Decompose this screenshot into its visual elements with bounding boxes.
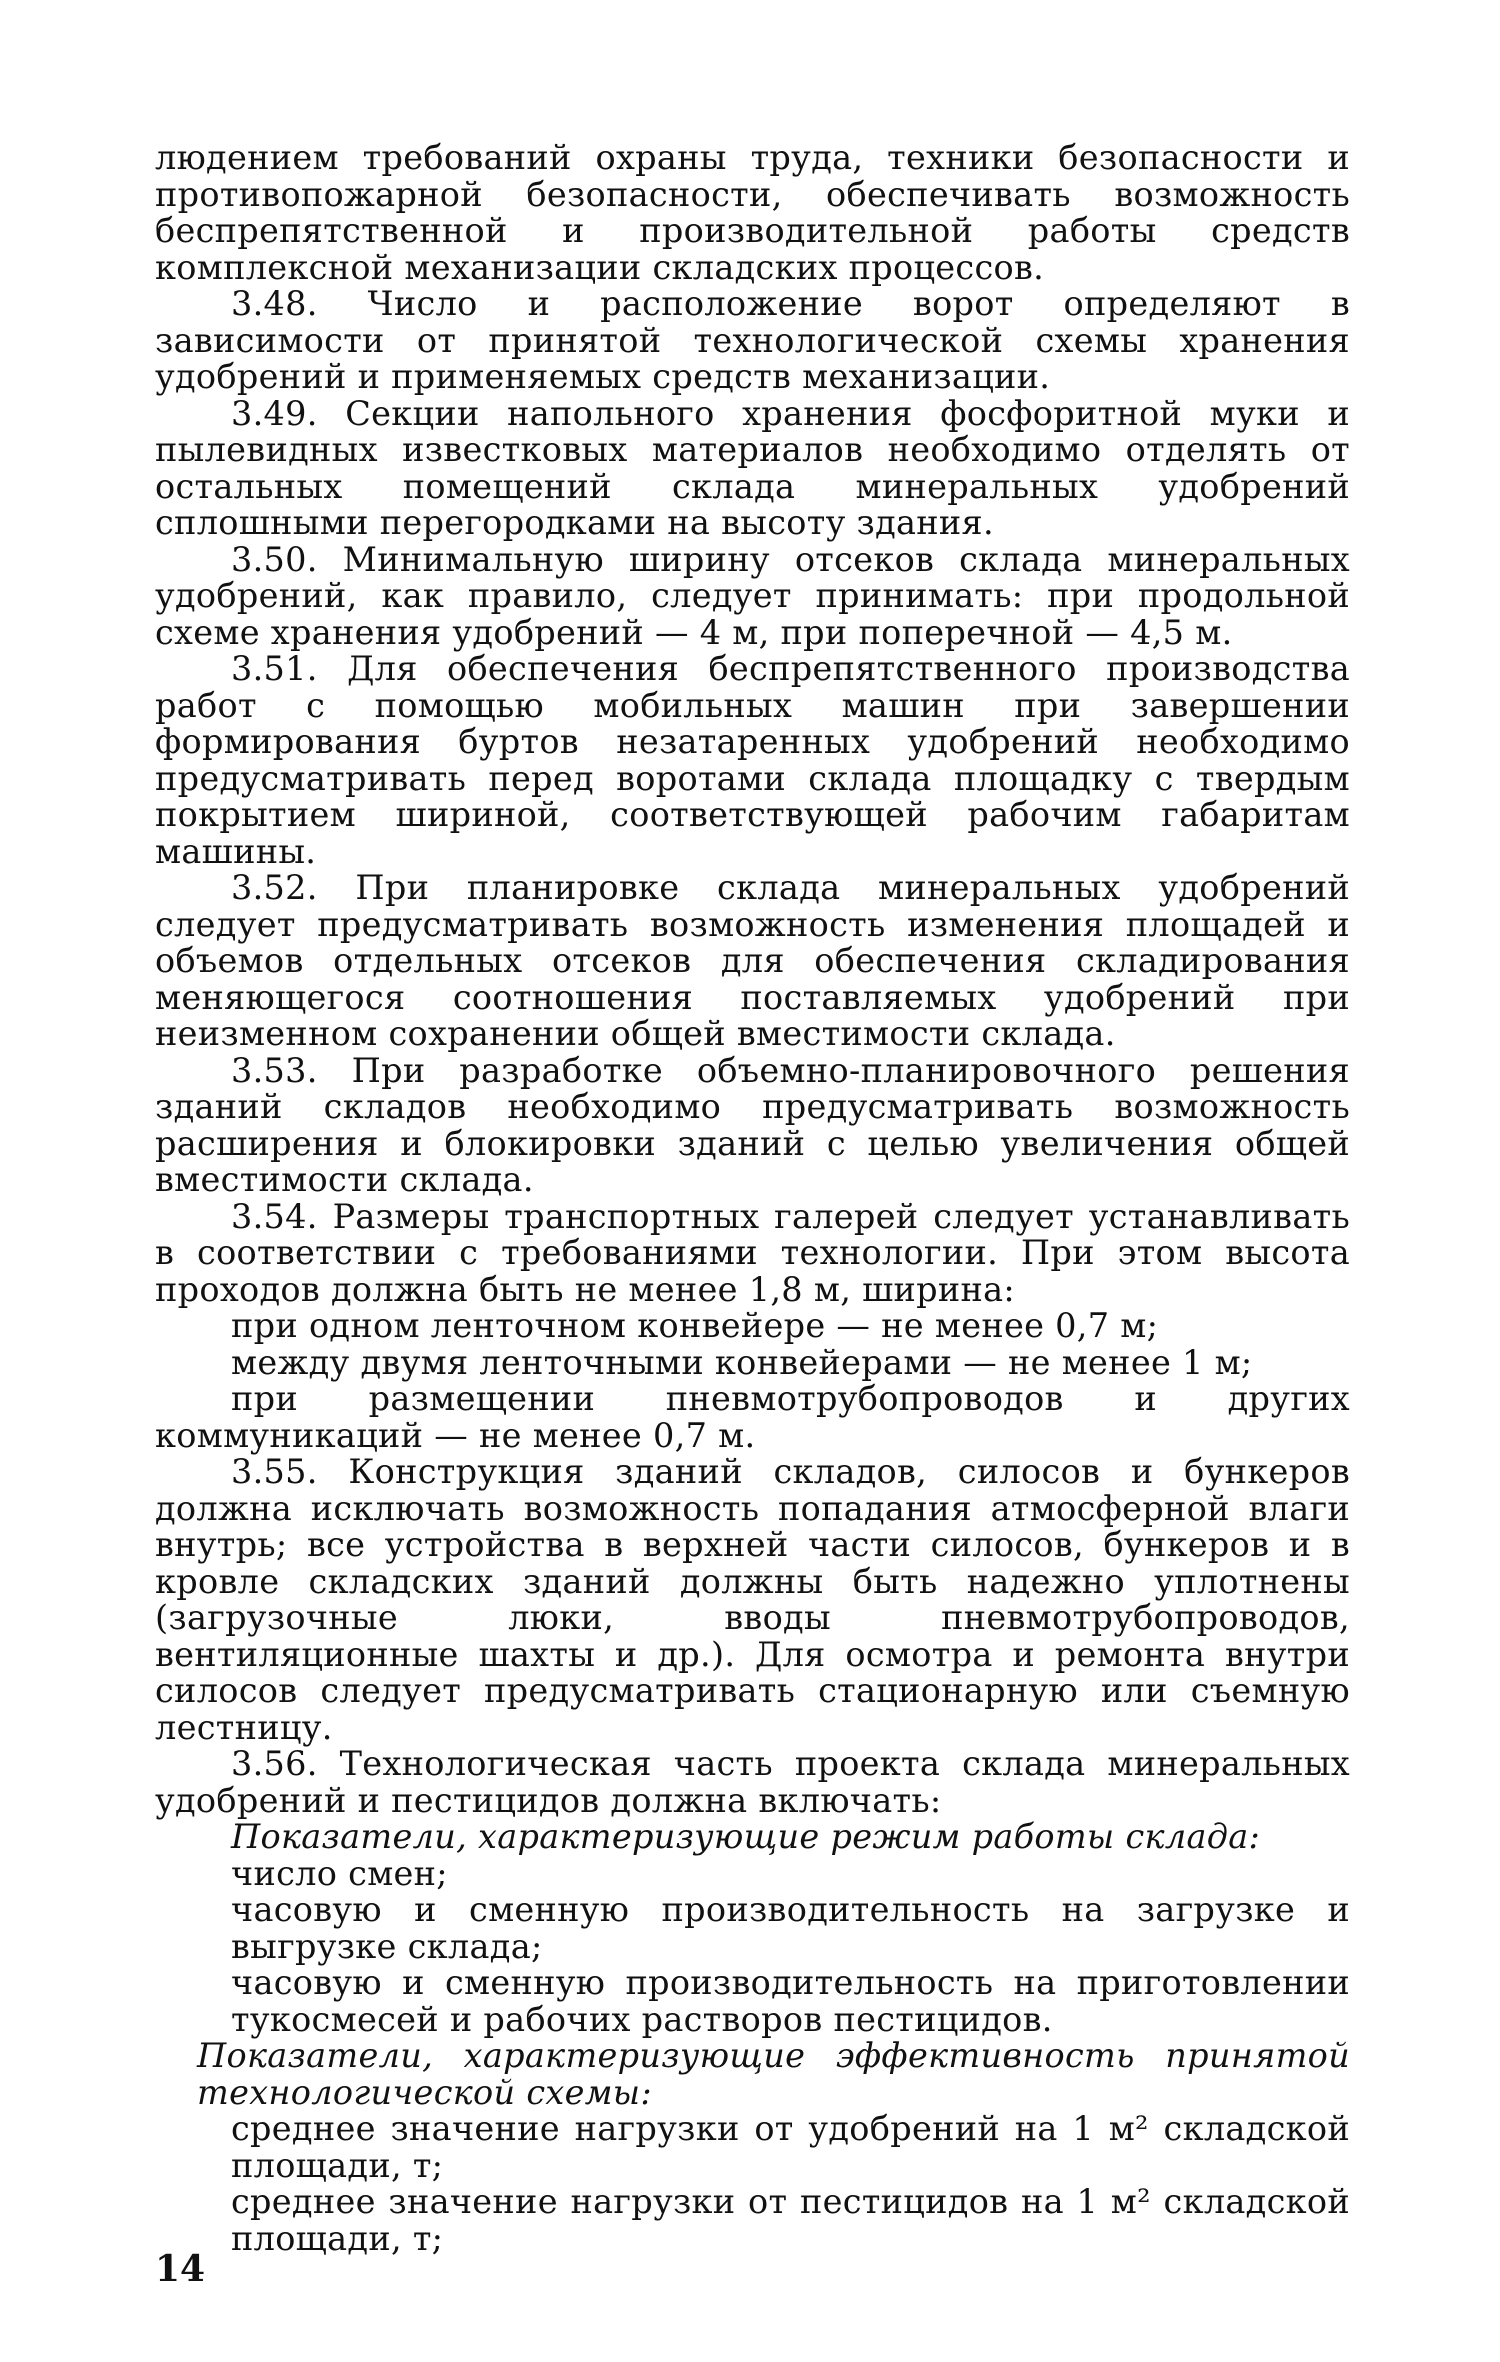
paragraph-3-56: 3.56. Технологическая часть проекта склада минеральных удобрений и пестицидов должна включать: bbox=[155, 1744, 1350, 1820]
paragraph-3-52: 3.52. При планировке склада минеральных удобрений следует предусматривать возможность изменения площадей и объемов отдельных отсеков для обеспечения складирования меняющегося соотношения поставляемых удобрений при неизменном сохранении общей вместимости склада. bbox=[155, 868, 1350, 1053]
paragraph-3-54: 3.54. Размеры транспортных галерей следует устанавливать в соответствии с требованиями технологии. При этом высота проходов должна быть не менее 1,8 м, ширина: bbox=[155, 1196, 1350, 1309]
list-item-pesticide-load: среднее значение нагрузки от пестицидов на 1 м² складской площади, т; bbox=[231, 2182, 1350, 2258]
paragraph-3-50: 3.50. Минимальную ширину отсеков склада минеральных удобрений, как правило, следует принимать: при продольной схеме хранения удобрений — 4 м, при поперечной — 4,5 м. bbox=[155, 539, 1350, 652]
list-item-two-conveyors: между двумя ленточными конвейерами — не менее 1 м; bbox=[231, 1342, 1253, 1382]
list-item-mixtures: часовую и сменную производительность на приготовлении тукосмесей и рабочих растворов пестицидов. bbox=[231, 1963, 1350, 2039]
list-item-pneumatic: при размещении пневмотрубопроводов и других коммуникаций — не менее 0,7 м. bbox=[155, 1379, 1350, 1455]
paragraph-3-48: 3.48. Число и расположение ворот определяют в зависимости от принятой технологической схемы хранения удобрений и применяемых средств механизации. bbox=[155, 284, 1350, 396]
paragraph-continuation: людением требований охраны труда, техники безопасности и противопожарной безопасности, обеспечивать возможность беспрепятственной и производительной работы средств комплексной механизации складских процессов. bbox=[155, 138, 1350, 287]
body-text bbox=[155, 140, 1350, 2257]
paragraph-3-51: 3.51. Для обеспечения беспрепятственного производства работ с помощью мобильных машин при завершении формирования буртов незатаренных удобрений необходимо предусматривать перед воротами склада площадку с твердым покрытием шириной, соответствующей рабочим габаритам машины. bbox=[155, 649, 1350, 871]
list-item-shifts: число смен; bbox=[231, 1853, 448, 1893]
list-item-load-unload: часовую и сменную производительность на загрузке и выгрузке склада; bbox=[231, 1890, 1350, 1966]
subheading-work-mode: Показатели, характеризующие режим работы склада: bbox=[231, 1817, 1261, 1856]
paragraph-3-53: 3.53. При разработке объемно-планировочного решения зданий складов необходимо предусматривать возможность расширения и блокировки зданий с целью увеличения общей вместимости склада. bbox=[155, 1050, 1350, 1199]
list-item-one-conveyor: при одном ленточном конвейере — не менее 0,7 м; bbox=[231, 1306, 1159, 1345]
page-number: 14 bbox=[155, 2248, 206, 2290]
paragraph-3-55: 3.55. Конструкция зданий складов, силосов и бункеров должна исключать возможность попадания атмосферной влаги внутрь; все устройства в верхней части силосов, бункеров и в кровле складских зданий должны быть надежно уплотнены (загрузочные люки, вводы пневмотрубопроводов, вентиляционные шахты и др.). Для осмотра и ремонта внутри силосов следует предусматривать стационарную или съемную лестницу. bbox=[155, 1452, 1350, 1747]
list-item-fertilizer-load: среднее значение нагрузки от удобрений на 1 м² складской площади, т; bbox=[231, 2109, 1350, 2185]
paragraph-3-49: 3.49. Секции напольного хранения фосфоритной муки и пылевидных известковых материалов необходимо отделять от остальных помещений склада минеральных удобрений сплошными перегородками на высоту здания. bbox=[155, 393, 1350, 542]
subheading-efficiency: Показатели, характеризующие эффективность принятой технологической схемы: bbox=[197, 2036, 1350, 2112]
